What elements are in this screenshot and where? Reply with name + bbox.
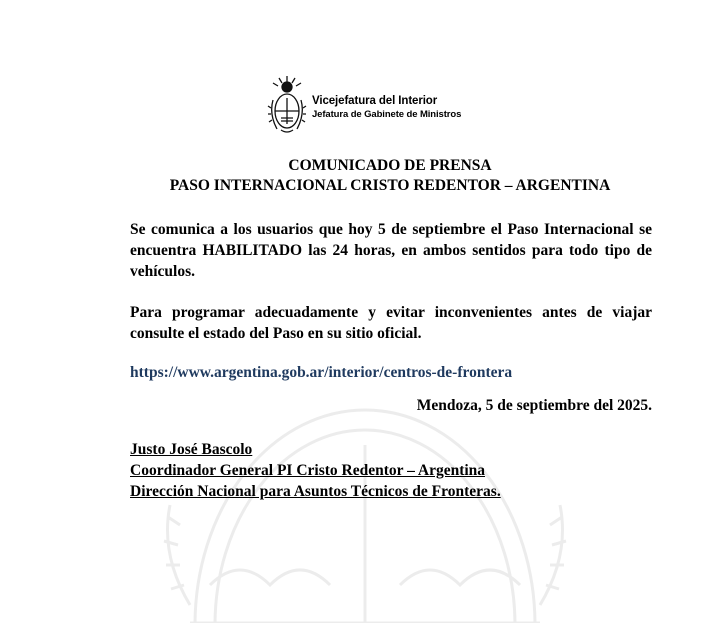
agency-name: Vicejefatura del Interior [312, 95, 438, 107]
signer-name: Justo José Bascolo [130, 441, 253, 458]
title-line-1: COMUNICADO DE PRENSA [288, 157, 492, 174]
signature-block [130, 439, 501, 502]
official-site-link[interactable]: https://www.argentina.gob.ar/interior/centros-de-frontera [130, 364, 513, 381]
date-line: Mendoza, 5 de septiembre del 2025. [416, 397, 652, 414]
title-line-2: PASO INTERNACIONAL CRISTO REDENTOR – ARGENTINA [169, 177, 611, 194]
signer-office: Dirección Nacional para Asuntos Técnicos de Fronteras. [130, 483, 501, 500]
agency-brand [312, 96, 461, 119]
signer-role: Coordinador General PI Cristo Redentor – Argentina [130, 462, 486, 479]
advice-paragraph: Para programar adecuadamente y evitar inconvenientes antes de viajar consulte el estado del Paso en su sitio oficial. [130, 304, 652, 342]
press-release-title [0, 156, 720, 196]
department-name: Jefatura de Gabinete de Ministros [312, 108, 462, 120]
coat-of-arms-logo [267, 74, 307, 136]
announcement-paragraph: Se comunica a los usuarios que hoy 5 de septiembre el Paso Internacional se encuentra HABILITADO las 24 horas, en ambos sentidos para todo tipo de vehículos. [130, 221, 652, 280]
